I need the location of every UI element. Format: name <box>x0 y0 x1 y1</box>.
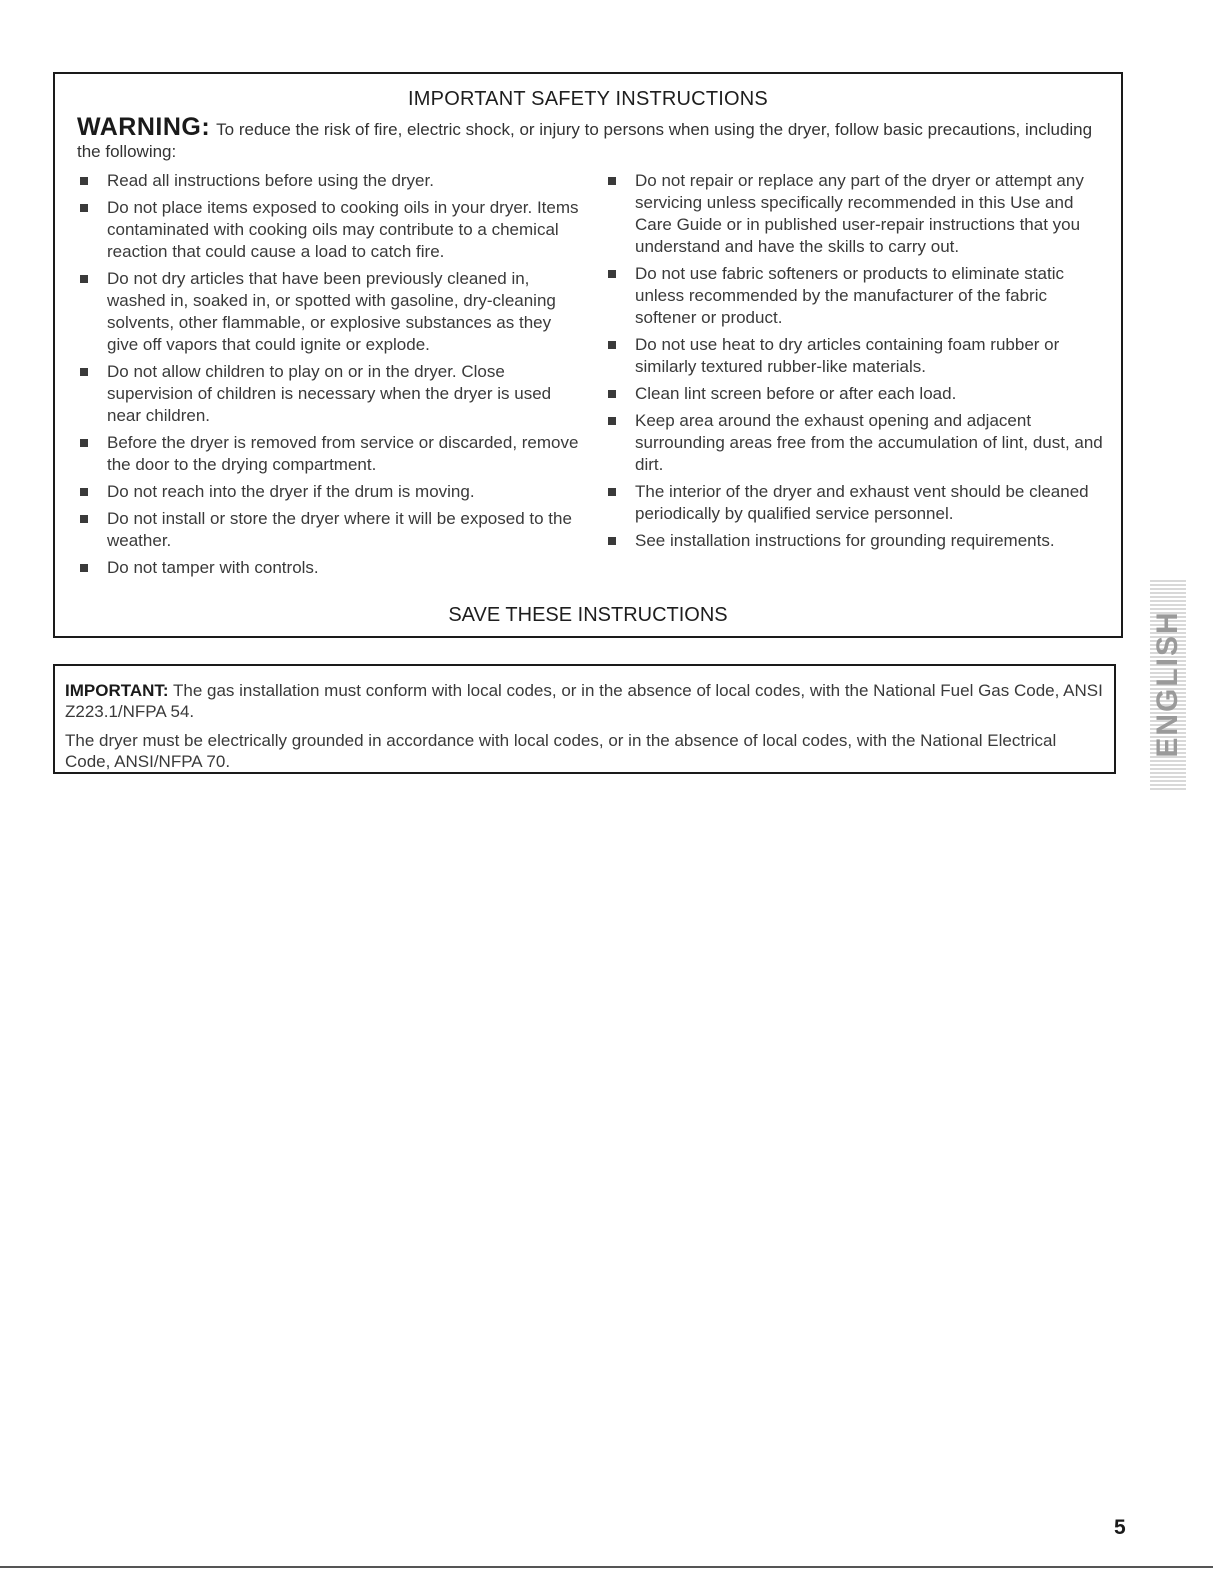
warning-text: To reduce the risk of fire, electric shock, or injury to persons when using the dryer, follow basic precautions, including the following: <box>77 120 1093 161</box>
important-notice-box <box>53 664 1116 774</box>
bullet-icon <box>80 368 88 376</box>
bullet-icon <box>608 341 616 349</box>
important-gas-text: The gas installation must conform with local codes, or in the absence of local codes, with the National Fuel Gas Code, ANSI Z223.1/NFPA 54. <box>65 681 1103 721</box>
bullet-icon <box>608 417 616 425</box>
warning-label: WARNING: <box>77 113 211 141</box>
list-item: Do not use heat to dry articles containing foam rubber or similarly textured rubber-like materials. <box>593 334 1113 378</box>
list-item: Do not use fabric softeners or products to eliminate static unless recommended by the manufacturer of the fabric softener or product. <box>593 263 1113 329</box>
list-item: Do not reach into the dryer if the drum is moving. <box>65 481 585 503</box>
list-item: Clean lint screen before or after each load. <box>593 383 1113 405</box>
save-instructions-title: SAVE THESE INSTRUCTIONS <box>448 604 728 626</box>
language-tab-label: ENGLISH <box>1151 610 1184 758</box>
list-item: Do not dry articles that have been previously cleaned in, washed in, soaked in, or spotted with gasoline, dry-cleaning solvents, other flammable, or explosive substances as they give off vapors that could ignite or explode. <box>65 268 585 356</box>
bullet-icon <box>80 564 88 572</box>
list-item: Do not place items exposed to cooking oils in your dryer. Items contaminated with cooking oils may contribute to a chemical reaction that could cause a load to catch fire. <box>65 197 585 263</box>
bullet-icon <box>80 439 88 447</box>
warning-paragraph <box>77 113 1101 163</box>
page-number: 5 <box>1114 1516 1126 1539</box>
important-label: IMPORTANT: <box>65 681 169 700</box>
list-item: See installation instructions for grounding requirements. <box>593 530 1113 552</box>
bullet-icon <box>80 177 88 185</box>
bullet-icon <box>80 204 88 212</box>
bullet-icon <box>608 270 616 278</box>
bullet-icon <box>80 515 88 523</box>
list-item: The interior of the dryer and exhaust vent should be cleaned periodically by qualified service personnel. <box>593 481 1113 525</box>
language-side-tab <box>1150 578 1186 790</box>
bullet-icon <box>608 488 616 496</box>
safety-list-right <box>593 170 1113 557</box>
bullet-icon <box>80 488 88 496</box>
bullet-icon <box>80 275 88 283</box>
list-item: Do not repair or replace any part of the dryer or attempt any servicing unless specifically recommended in this Use and Care Guide or in published user-repair instructions that you understand and have the skills to carry out. <box>593 170 1113 258</box>
safety-list-left <box>65 170 585 584</box>
list-item: Do not allow children to play on or in the dryer. Close supervision of children is necessary when the dryer is used near children. <box>65 361 585 427</box>
important-paragraph-electrical: The dryer must be electrically grounded in accordance with local codes, or in the absence of local codes, with the National Electrical Code, ANSI/NFPA 70. <box>65 731 1057 771</box>
list-item: Keep area around the exhaust opening and adjacent surrounding areas free from the accumulation of lint, dust, and dirt. <box>593 410 1113 476</box>
safety-instructions-box <box>53 72 1123 638</box>
list-item: Before the dryer is removed from service or discarded, remove the door to the drying compartment. <box>65 432 585 476</box>
list-item: Read all instructions before using the dryer. <box>65 170 585 192</box>
bullet-icon <box>608 390 616 398</box>
list-item: Do not install or store the dryer where it will be exposed to the weather. <box>65 508 585 552</box>
bottom-divider <box>0 1566 1213 1568</box>
list-item: Do not tamper with controls. <box>65 557 585 579</box>
safety-title: IMPORTANT SAFETY INSTRUCTIONS <box>408 88 768 110</box>
bullet-icon <box>608 537 616 545</box>
important-paragraph-gas <box>65 680 1104 722</box>
bullet-icon <box>608 177 616 185</box>
